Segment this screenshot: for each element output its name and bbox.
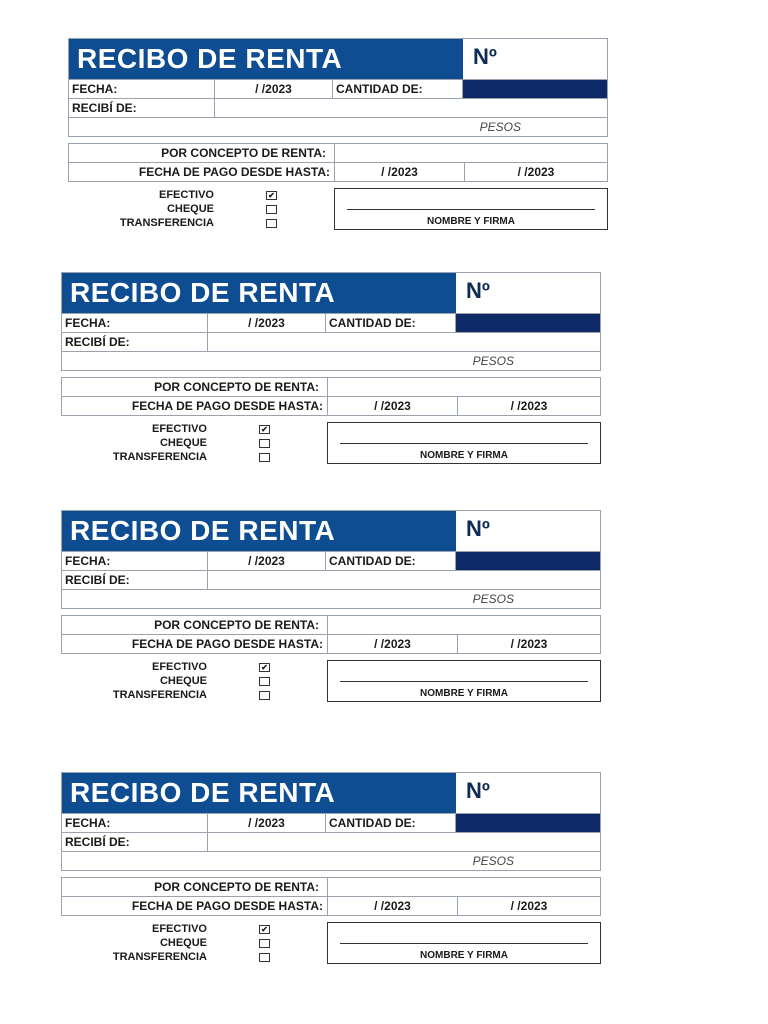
receipt-title: RECIBO DE RENTA [62,773,456,813]
rent-receipt [61,772,601,964]
payment-methods [61,422,327,464]
recibi-row [61,833,601,852]
signature-label: NOMBRE Y FIRMA [427,216,515,227]
recibi-row [61,571,601,590]
hasta-field[interactable]: / /2023 [517,165,555,179]
pago-row [69,162,607,181]
concepto-box [68,143,608,182]
pago-row [62,396,600,415]
checkbox-efectivo[interactable]: ✔ [266,191,277,200]
method-label: TRANSFERENCIA [112,951,207,963]
recibi-field[interactable] [208,833,600,851]
hasta-field[interactable]: / /2023 [510,637,548,651]
cantidad-field[interactable] [456,814,600,832]
checkbox-transferencia[interactable] [266,219,277,228]
desde-field[interactable]: / /2023 [328,897,458,915]
recibi-label: RECIBÍ DE: [62,333,208,351]
method-label: TRANSFERENCIA [119,217,214,229]
fecha-label: FECHA: [69,80,215,98]
fecha-field[interactable]: / /2023 [215,80,333,98]
cantidad-field[interactable] [463,80,607,98]
receipt-number-label: Nº [473,44,497,69]
receipt-number-label: Nº [466,778,490,803]
checkbox-efectivo[interactable]: ✔ [259,663,270,672]
concepto-box [61,615,601,654]
concepto-box [61,377,601,416]
fecha-row [68,80,608,99]
concepto-label: POR CONCEPTO DE RENTA: [62,616,328,634]
checkbox-efectivo[interactable]: ✔ [259,925,270,934]
pesos-row [61,852,601,871]
signature-label: NOMBRE Y FIRMA [420,688,508,699]
recibi-field[interactable] [215,99,607,117]
method-label: CHEQUE [159,437,207,449]
pago-label: FECHA DE PAGO DESDE HASTA: [69,163,335,181]
signature-box[interactable] [334,188,608,230]
cantidad-field[interactable] [456,552,600,570]
signature-box[interactable] [327,922,601,964]
receipt-header [61,510,601,552]
fecha-row [61,814,601,833]
method-cheque [68,202,334,216]
method-label: EFECTIVO [151,423,207,435]
method-efectivo [61,922,327,936]
method-cheque [61,936,327,950]
cantidad-field[interactable] [456,314,600,332]
concepto-row [62,616,600,634]
fecha-field[interactable]: / /2023 [208,552,326,570]
fecha-row [61,552,601,571]
recibi-label: RECIBÍ DE: [69,99,215,117]
concepto-field[interactable] [328,616,600,634]
concepto-row [62,378,600,396]
concepto-row [69,144,607,162]
concepto-box [61,877,601,916]
signature-line [340,943,588,944]
method-label: TRANSFERENCIA [112,451,207,463]
pago-row [62,896,600,915]
method-label: EFECTIVO [158,189,214,201]
signature-line [340,681,588,682]
method-transferencia [61,688,327,702]
signature-box[interactable] [327,660,601,702]
rent-receipt [61,272,601,464]
fecha-field[interactable]: / /2023 [208,814,326,832]
pesos-row [68,118,608,137]
receipt-title: RECIBO DE RENTA [62,273,456,313]
desde-field[interactable]: / /2023 [328,397,458,415]
method-efectivo [61,660,327,674]
pesos-label: PESOS [472,854,514,868]
method-efectivo [68,188,334,202]
rent-receipt [68,38,608,230]
pago-label: FECHA DE PAGO DESDE HASTA: [62,635,328,653]
hasta-field[interactable]: / /2023 [510,399,548,413]
checkbox-efectivo[interactable]: ✔ [259,425,270,434]
method-transferencia [68,216,334,230]
pago-label: FECHA DE PAGO DESDE HASTA: [62,397,328,415]
desde-field[interactable]: / /2023 [335,163,465,181]
method-label: CHEQUE [166,203,214,215]
checkbox-cheque[interactable] [259,439,270,448]
pesos-row [61,352,601,371]
checkbox-transferencia[interactable] [259,953,270,962]
method-transferencia [61,950,327,964]
method-label: TRANSFERENCIA [112,689,207,701]
signature-box[interactable] [327,422,601,464]
receipt-header [61,272,601,314]
concepto-field[interactable] [335,144,607,162]
signature-label: NOMBRE Y FIRMA [420,950,508,961]
receipt-title: RECIBO DE RENTA [69,39,463,79]
pesos-label: PESOS [479,120,521,134]
recibi-row [68,99,608,118]
fecha-row [61,314,601,333]
method-label: EFECTIVO [151,923,207,935]
pesos-row [61,590,601,609]
method-transferencia [61,450,327,464]
signature-label: NOMBRE Y FIRMA [420,450,508,461]
fecha-label: FECHA: [62,552,208,570]
method-cheque [61,674,327,688]
desde-field[interactable]: / /2023 [328,635,458,653]
signature-line [347,209,595,210]
pesos-label: PESOS [472,592,514,606]
receipt-number-label: Nº [466,516,490,541]
fecha-label: FECHA: [62,314,208,332]
signature-line [340,443,588,444]
payment-methods [61,660,327,702]
method-label: CHEQUE [159,937,207,949]
method-efectivo [61,422,327,436]
receipt-bottom [61,922,601,964]
cantidad-label: CANTIDAD DE: [333,80,463,98]
receipt-bottom [61,660,601,702]
receipt-number-label: Nº [466,278,490,303]
cantidad-label: CANTIDAD DE: [326,314,456,332]
concepto-row [62,878,600,896]
fecha-field[interactable]: / /2023 [208,314,326,332]
receipt-header [68,38,608,80]
concepto-label: POR CONCEPTO DE RENTA: [62,878,328,896]
hasta-field[interactable]: / /2023 [510,899,548,913]
method-cheque [61,436,327,450]
recibi-row [61,333,601,352]
recibi-field[interactable] [208,333,600,351]
method-label: EFECTIVO [151,661,207,673]
checkbox-cheque[interactable] [266,205,277,214]
receipt-bottom [68,188,608,230]
rent-receipt [61,510,601,702]
recibi-label: RECIBÍ DE: [62,833,208,851]
recibi-label: RECIBÍ DE: [62,571,208,589]
cantidad-label: CANTIDAD DE: [326,814,456,832]
payment-methods [61,922,327,964]
concepto-field[interactable] [328,378,600,396]
receipt-bottom [61,422,601,464]
pago-row [62,634,600,653]
receipt-title: RECIBO DE RENTA [62,511,456,551]
pesos-label: PESOS [472,354,514,368]
concepto-field[interactable] [328,878,600,896]
cantidad-label: CANTIDAD DE: [326,552,456,570]
payment-methods [68,188,334,230]
checkbox-cheque[interactable] [259,939,270,948]
receipt-header [61,772,601,814]
checkbox-transferencia[interactable] [259,453,270,462]
pago-label: FECHA DE PAGO DESDE HASTA: [62,897,328,915]
fecha-label: FECHA: [62,814,208,832]
concepto-label: POR CONCEPTO DE RENTA: [62,378,328,396]
method-label: CHEQUE [159,675,207,687]
recibi-field[interactable] [208,571,600,589]
checkbox-transferencia[interactable] [259,691,270,700]
checkbox-cheque[interactable] [259,677,270,686]
concepto-label: POR CONCEPTO DE RENTA: [69,144,335,162]
